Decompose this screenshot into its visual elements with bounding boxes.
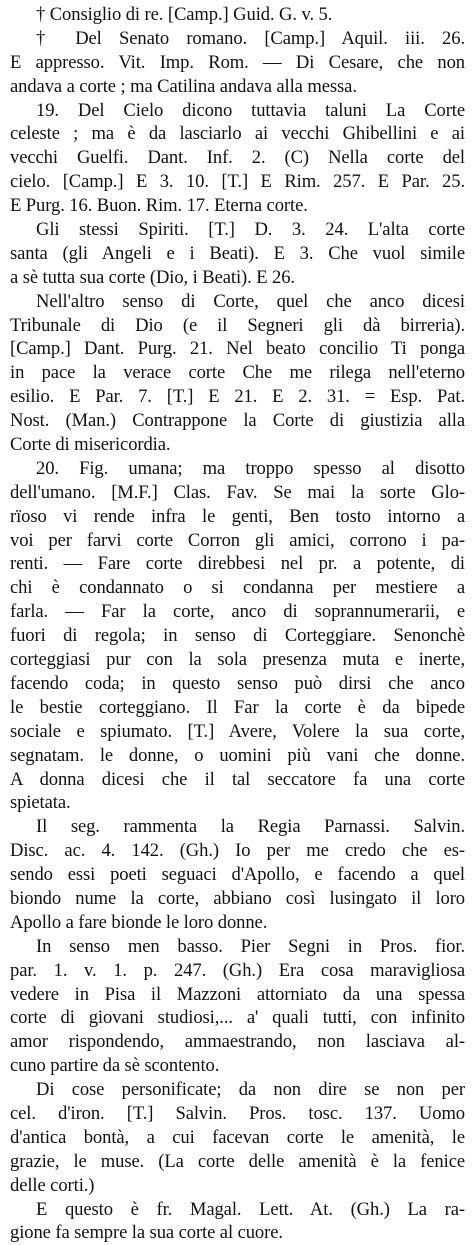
- text-line: rïoso vi rende infra le genti, Ben tosto intorno a: [10, 505, 465, 527]
- text-line: delle corti.): [10, 1174, 95, 1196]
- text-line: chi è condannato o si condanna per mestiere a: [10, 577, 465, 599]
- text-line: le bestie corteggiano. Il Far la corte è da bipede: [10, 696, 465, 718]
- text-line: vecchi Guelfi. Dant. Inf. 2. (C) Nella corte del: [10, 147, 465, 169]
- text-line: fuori di regola; in senso di Corteggiare. Senonchè: [10, 625, 465, 647]
- text-line: celeste ; ma è da lasciarlo ai vecchi Ghibellini e ai: [10, 123, 465, 145]
- text-line: d'antica bontà, a cui facevan corte le amenità, le: [10, 1126, 465, 1148]
- text-line: renti. — Fare corte direbbesi nel pr. a potente, di: [10, 553, 465, 575]
- text-line: corteggiasi pur con la sola presenza muta e inerte,: [10, 649, 465, 671]
- text-line: andava a corte ; ma Catilina andava alla messa.: [10, 75, 357, 97]
- text-line: Nell'altro senso di Corte, quel che anco dicesi: [36, 290, 465, 312]
- text-line: cuno partire da sè scontento.: [10, 1055, 220, 1077]
- text-line: grazie, le muse. (La corte delle amenità è la fenice: [10, 1150, 465, 1172]
- text-line: cel. d'iron. [T.] Salvin. Pros. tosc. 137. Uomo: [10, 1102, 465, 1124]
- text-line: E appresso. Vit. Imp. Rom. — Di Cesare, che non: [10, 51, 465, 73]
- text-line: spietata.: [10, 792, 71, 814]
- text-line: In senso men basso. Pier Segni in Pros. fior.: [36, 935, 465, 957]
- text-line: dell'umano. [M.F.] Clas. Fav. Se mai la sorte Glo-: [10, 481, 465, 503]
- text-line: corte di giovani studiosi,... a' quali tutti, con infinito: [10, 1007, 465, 1029]
- text-line: sendo essi poeti seguaci d'Apollo, e facendo a quel: [10, 864, 465, 886]
- text-line: † Del Senato romano. [Camp.] Aquil. iii. 26.: [36, 27, 465, 49]
- paragraph-sec-19: [10, 99, 465, 218]
- paragraph-regia: [10, 815, 465, 934]
- text-line: A donna dicesi che il tal seccatore fa una corte: [10, 768, 465, 790]
- text-line: Disc. ac. 4. 142. (Gh.) Io per me credo che es-: [10, 840, 465, 862]
- text-line: Il seg. rammenta la Regia Parnassi. Salvin.: [36, 816, 465, 838]
- text-line: cielo. [Camp.] E 3. 10. [T.] E Rim. 257. E Par. 25.: [10, 171, 465, 193]
- text-line: vedere in Pisa il Mazzoni attorniato da una spessa: [10, 983, 465, 1005]
- text-line: Tribunale di Dio (e il Segneri gli dà birreria).: [10, 314, 465, 336]
- text-line: sociale e spiumato. [T.] Avere, Volere la sua corte,: [10, 720, 465, 742]
- paragraph-tribunale: [10, 290, 465, 457]
- text-line: gione fa sempre la sua corte al cuore.: [10, 1222, 283, 1244]
- text-line: a sè tutta sua corte (Dio, i Beati). E 26.: [10, 266, 295, 288]
- text-line: Nost. (Man.) Contrappone la Corte di giustizia alla: [10, 410, 465, 432]
- text-line: [Camp.] Dant. Purg. 21. Nel beato concilio Ti ponga: [10, 338, 465, 360]
- text-line: in pace la verace corte Che me rilega nell'eterno: [10, 362, 465, 384]
- text-line: biondo nume la corte, abbiano così lusingato il loro: [10, 887, 465, 909]
- paragraph-men-basso: [10, 935, 465, 1078]
- paragraph-spiriti: [10, 218, 465, 290]
- text-line: E questo è fr. Magal. Lett. At. (Gh.) La ra-: [36, 1198, 465, 1220]
- text-line: segnatam. le donne, o uomini più vani che donne.: [10, 744, 465, 766]
- text-line: amor rispondendo, ammaestrando, non lasciava al-: [10, 1031, 465, 1053]
- text-line: 19. Del Cielo dicono tuttavia taluni La Corte: [36, 99, 465, 121]
- paragraph-intro: [10, 3, 465, 99]
- text-line: Apollo a fare bionde le loro donne.: [10, 911, 268, 933]
- text-line: Di cose personificate; da non dire se non per: [36, 1079, 465, 1101]
- text-line: Gli stessi Spiriti. [T.] D. 3. 24. L'alta corte: [36, 219, 465, 241]
- text-line: santa (gli Angeli e i Beati). E 3. Che vuol simile: [10, 242, 465, 264]
- text-line: par. 1. v. 1. p. 247. (Gh.) Era cosa maravigliosa: [10, 959, 465, 981]
- text-line: farla. — Far la corte, anco di soprannumerarii, e: [10, 601, 465, 623]
- text-line: Corte di misericordia.: [10, 434, 171, 456]
- text-line: † Consiglio di re. [Camp.] Guid. G. v. 5.: [36, 4, 333, 25]
- text-line: facendo coda; in questo senso può dirsi che anco: [10, 672, 465, 694]
- text-line: esilio. E Par. 7. [T.] E 21. E 2. 31. = Esp. Pat.: [10, 386, 465, 408]
- text-line: 20. Fig. umana; ma troppo spesso al disotto: [36, 457, 465, 479]
- paragraph-personificate: [10, 1078, 465, 1197]
- paragraph-sec-20: [10, 457, 465, 815]
- text-line: voi per farvi corte Corron gli amici, corrono i pa-: [10, 529, 465, 551]
- paragraph-magal: [10, 1198, 465, 1245]
- text-line: E Purg. 16. Buon. Rim. 17. Eterna corte.: [10, 195, 308, 217]
